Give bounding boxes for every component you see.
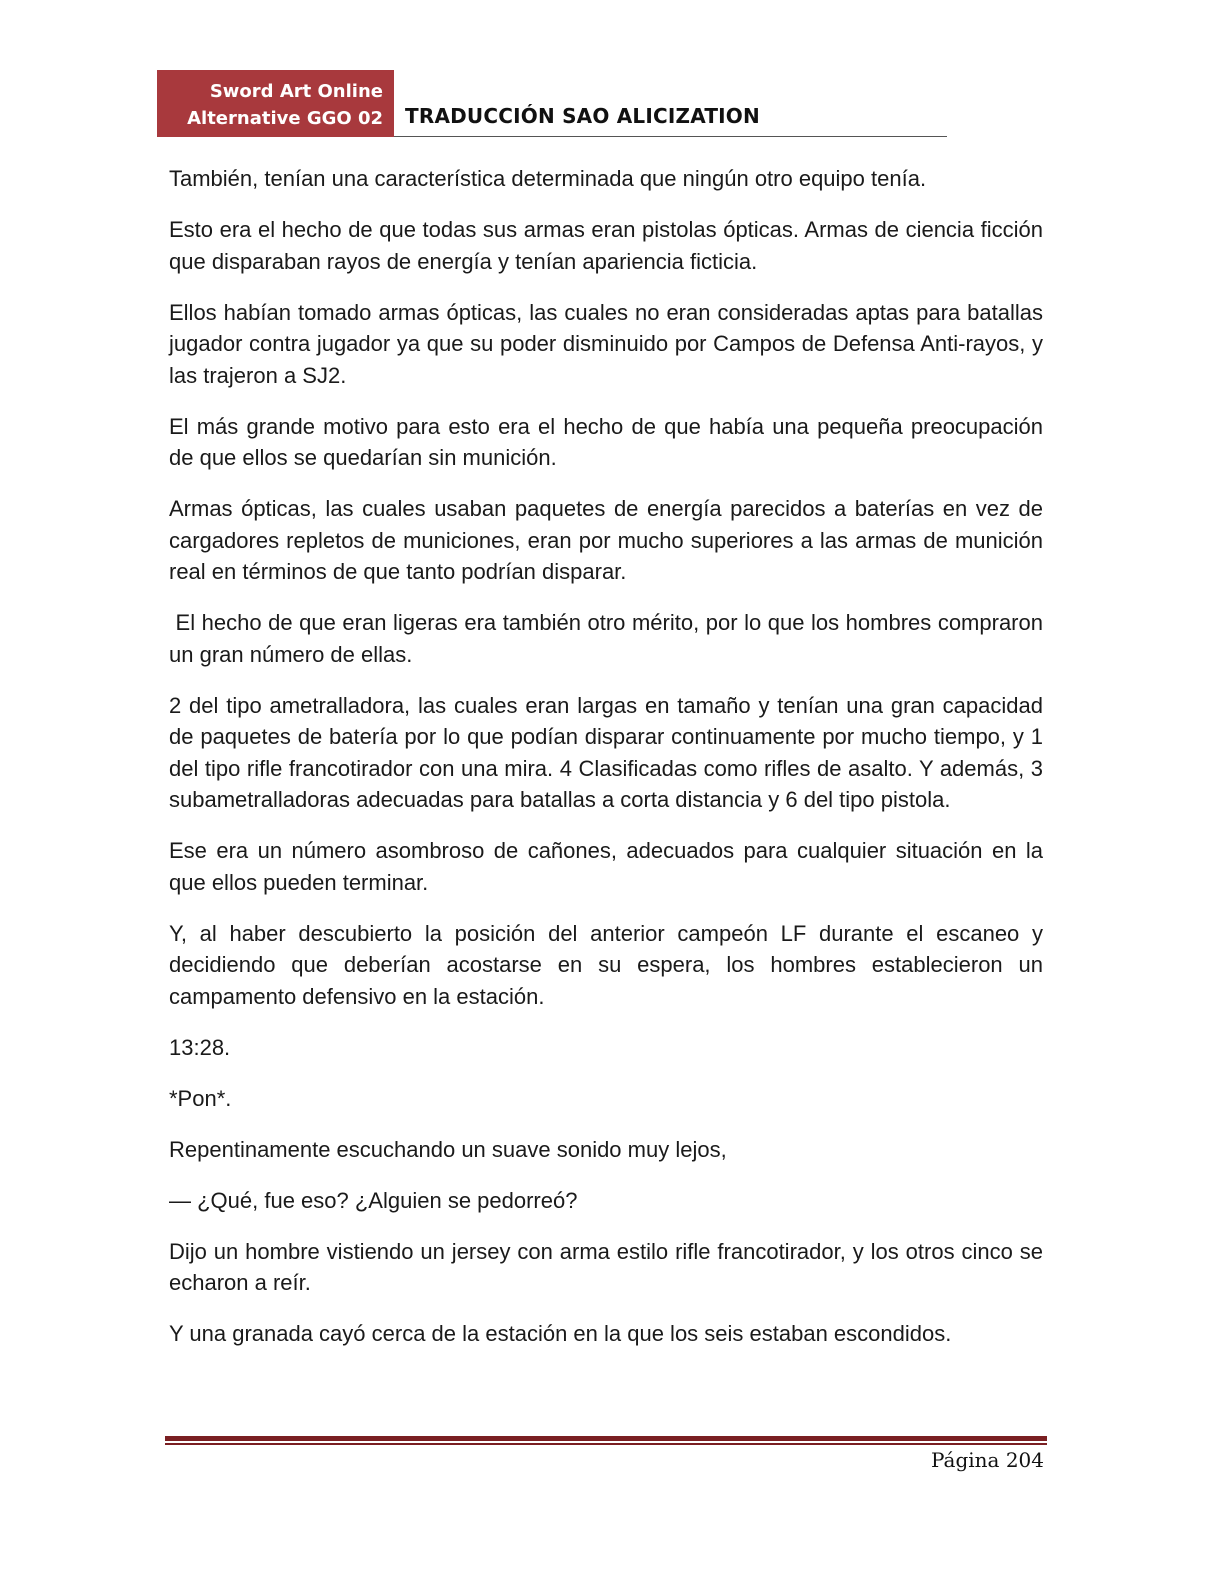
dialogue-line: — ¿Qué, fue eso? ¿Alguien se pedorreó? — [169, 1187, 578, 1213]
book-title-line2: Alternative GGO 02 — [187, 108, 383, 129]
paragraph: El hecho de que eran ligeras era también otro mérito, por lo que los hombres compraron un gran número de ellas. — [169, 610, 1050, 667]
footer-divider-thick — [165, 1436, 1047, 1441]
paragraph: Dijo un hombre vistiendo un jersey con arma estilo rifle francotirador, y los otros cinco se echaron a reír. — [169, 1238, 1043, 1295]
paragraph: Y, al haber descubierto la posición del anterior campeón LF durante el escaneo y decidiendo que deberían acostarse en su espera, los hombres establecieron un campamento defensivo en la estación. — [169, 920, 1043, 1009]
paragraph: Ellos habían tomado armas ópticas, las cuales no eran consideradas aptas para batallas jugador contra jugador ya que su poder disminuido por Campos de Defensa Anti-rayos, y las trajeron a SJ2. — [169, 299, 1043, 388]
page-number: Página 204 — [930, 1448, 1044, 1472]
footer-divider-thin — [165, 1443, 1047, 1445]
book-title-line1: Sword Art Online — [209, 81, 383, 102]
paragraph: Y una granada cayó cerca de la estación en la que los seis estaban escondidos. — [169, 1321, 952, 1346]
book-title-box — [157, 70, 394, 137]
page-header — [157, 70, 947, 138]
paragraph: Ese era un número asombroso de cañones, adecuados para cualquier situación en la que ellos pueden terminar. — [169, 838, 1043, 895]
page-body — [169, 163, 1050, 1369]
translation-group-title: TRADUCCIÓN SAO ALICIZATION — [405, 104, 760, 128]
paragraph: 2 del tipo ametralladora, las cuales eran largas en tamaño y tenían una gran capacidad de paquetes de batería por lo que podían disparar continuamente por mucho tiempo, y 1 del tipo rifle francotirador con una mira. 4 Clasificadas como rifles de asalto. Y además, 3 subametralladoras adecuadas para batallas a corta distancia y 6 del tipo pistola. — [169, 692, 1043, 812]
timestamp-line: 13:28. — [169, 1034, 231, 1060]
sound-effect-line: *Pon*. — [169, 1085, 232, 1111]
paragraph: Esto era el hecho de que todas sus armas eran pistolas ópticas. Armas de ciencia ficción que disparaban rayos de energía y tenían apariencia ficticia. — [169, 217, 1043, 274]
paragraph: También, tenían una característica determinada que ningún otro equipo tenía. — [169, 166, 927, 191]
header-divider — [394, 136, 947, 137]
paragraph: Armas ópticas, las cuales usaban paquetes de energía parecidos a baterías en vez de cargadores repletos de municiones, eran por mucho superiores a las armas de munición real en términos de que tanto podrían disparar. — [169, 496, 1043, 584]
paragraph: Repentinamente escuchando un suave sonido muy lejos, — [169, 1136, 727, 1162]
paragraph: El más grande motivo para esto era el hecho de que había una pequeña preocupación de que ellos se quedarían sin munición. — [169, 413, 1043, 470]
